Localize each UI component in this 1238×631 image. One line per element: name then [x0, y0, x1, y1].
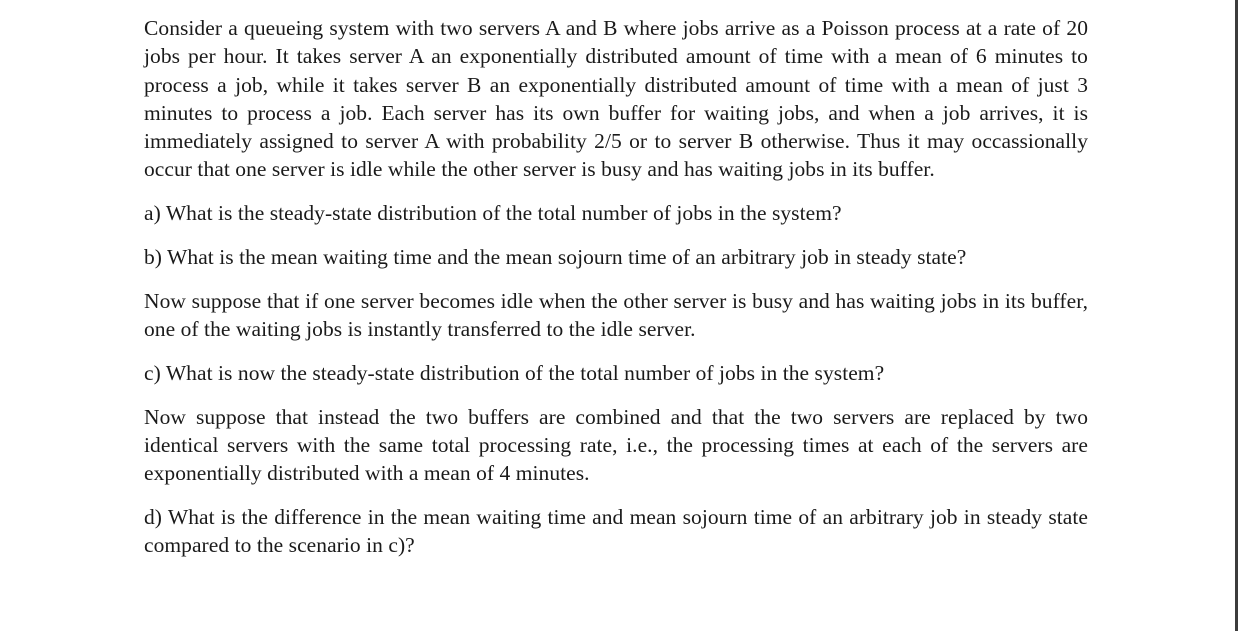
- question-c: c) What is now the steady-state distribution of the total number of jobs in the system?: [144, 360, 885, 385]
- question-a: a) What is the steady-state distribution of the total number of jobs in the system?: [144, 201, 842, 226]
- question-b: b) What is the mean waiting time and the mean sojourn time of an arbitrary job in steady state?: [144, 245, 967, 270]
- problem-document: [144, 14, 1088, 560]
- combined-scenario-paragraph: Now suppose that instead the two buffers are combined and that the two servers are replaced by two identical servers with the same total processing rate, i.e., the processing times at each of the servers are exponentially distributed with a mean of 4 minutes.: [144, 404, 1088, 486]
- question-d: d) What is the difference in the mean waiting time and mean sojourn time of an arbitrary job in steady state compared to the scenario in c)?: [144, 505, 1088, 558]
- intro-paragraph: Consider a queueing system with two servers A and B where jobs arrive as a Poisson process at a rate of 20 jobs per hour. It takes server A an exponentially distributed amount of time with a mean of 6 minutes to process a job, while it takes server B an exponentially distributed amount of time with a mean of just 3 minutes to process a job. Each server has its own buffer for waiting jobs, and when a job arrives, it is immediately assigned to server A with probability 2/5 or to server B otherwise. Thus it may occassionally occur that one server is idle while the other server is busy and has waiting jobs in its buffer.: [144, 16, 1088, 182]
- transfer-scenario-paragraph: Now suppose that if one server becomes idle when the other server is busy and has waiting jobs in its buffer, one of the waiting jobs is instantly transferred to the idle server.: [144, 288, 1088, 342]
